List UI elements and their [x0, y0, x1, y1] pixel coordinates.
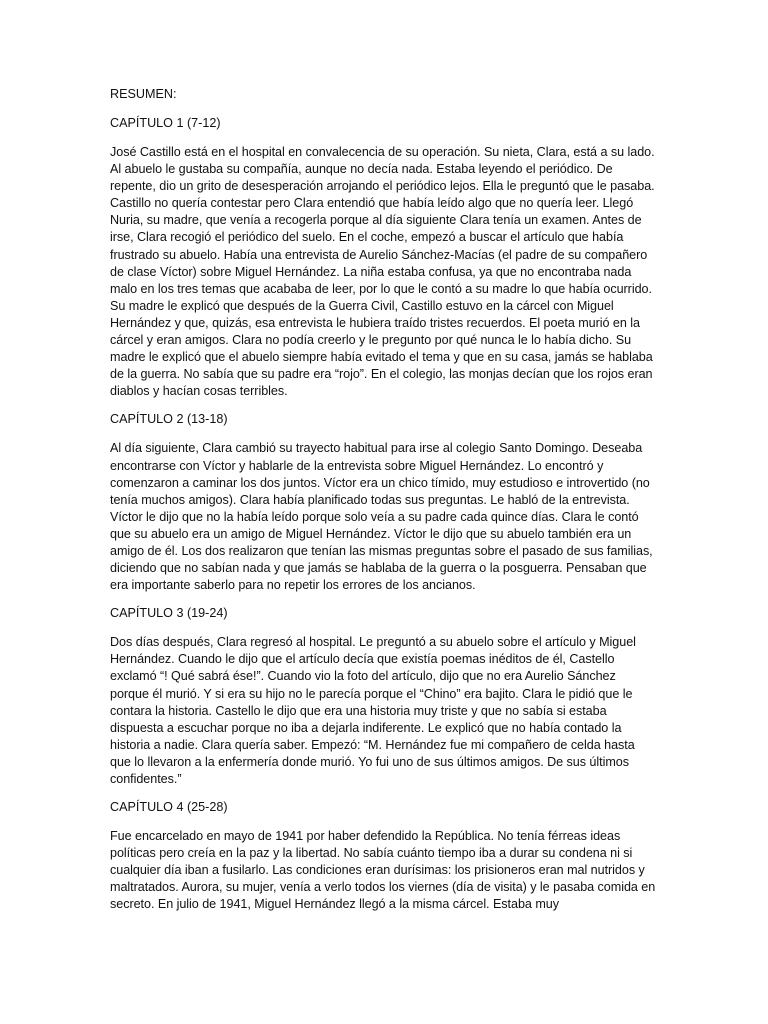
chapter-2-text: Al día siguiente, Clara cambió su trayecto habitual para irse al colegio Santo Domingo. Deseaba encontrarse con Víctor y hablarle de la entrevista sobre Miguel Hernández. Lo encontró y comenzaron a caminar los dos juntos. Víctor era un chico tímido, muy estudioso e introvertido (no tenía muchos amigos). Clara había planificado todas sus preguntas. Le habló de la entrevista. Víctor le dijo que no la había leído porque solo veía a su padre cada quince días. Clara le contó que su abuelo era un amigo de Miguel Hernández. Víctor le dijo que su abuelo también era un amigo de él. Los dos realizaron que tenían las mismas preguntas sobre el pasado de sus familias, diciendo que no sabían nada y que jamás se hablaba de la guerra o la posguerra. Pensaban que era importante saberlo para no repetir los errores de los ancianos. — [110, 441, 653, 593]
chapter-1-heading: CAPÍTULO 1 (7-12) — [110, 116, 221, 130]
chapter-3-heading: CAPÍTULO 3 (19-24) — [110, 606, 228, 621]
chapter-4-text: Fue encarcelado en mayo de 1941 por haber defendido la República. No tenía férreas ideas políticas pero creía en la paz y la libertad. No sabía cuánto tiempo iba a durar su condena ni si cualquier día iban a fusilarlo. Las condiciones eran durísimas: los prisioneros eran mal nutridos y maltratados. Aurora, su mujer, venía a verlo todos los viernes (día de visita) y le pasaba comida en secreto. En julio de 1941, Miguel Hernández llegó a la misma cárcel. Estaba muy — [110, 829, 656, 912]
chapter-2-heading: CAPÍTULO 2 (13-18) — [110, 412, 228, 427]
chapter-4-heading: CAPÍTULO 4 (25-28) — [110, 800, 228, 815]
chapter-3-text: Dos días después, Clara regresó al hospital. Le preguntó a su abuelo sobre el artículo y Miguel Hernández. Cuando le dijo que el artículo decía que existía poemas inéditos de él, Castello exclamó “! Qué sabrá ése!”. Cuando vio la foto del artículo, dijo que no era Aurelio Sánchez porque él murió. Y si era su hijo no le parecía porque el “Chino” era bajito. Clara le pidió que le contara la historia. Castello le dijo que era una historia muy triste y que no sabía si estaba dispuesta a escuchar porque no iba a dejarla indiferente. Le explicó que no había contado la historia a nadie. Clara quería saber. Empezó: “M. Hernández fue mi compañero de celda hasta que lo llevaron a la enfermería donde murió. Yo fui uno de sus últimos amigos. De sus últimos confidentes.” — [110, 635, 636, 786]
chapter-1-text: José Castillo está en el hospital en convalecencia de su operación. Su nieta, Clara, está a su lado. Al abuelo le gustaba su compañía, aunque no decía nada. Estaba leyendo el periódico. De repente, dio un grito de desesperación arrojando el periódico lejos. Ella le preguntó que le pasaba. Castillo no quería contestar pero Clara entendió que había leído algo que no quería leer. Llegó Nuria, su madre, que venía a recogerla porque al día siguiente Clara tenía un examen. Antes de irse, Clara recogió el periódico del suelo. En el coche, empezó a buscar el artículo que había frustrado su abuelo. Había una entrevista de Aurelio Sánchez-Macías (el padre de su compañero de clase Víctor) sobre Miguel Hernández. La niña estaba confusa, ya que no encontraba nada malo en los tres temas que acababa de leer, por lo que le contó a su madre lo que había ocurrido. Su madre le explicó que después de la Guerra Civil, Castillo estuvo en la cárcel con Miguel Hernández y que, quizás, esa entrevista le hubiera traído tristes recuerdos. El poeta murió en la cárcel y eran amigos. Clara no podía creerlo y le pregunto por qué nunca le lo había dicho. Su madre le explicó que el abuelo siempre había evitado el tema y que en su casa, jamás se hablaba de la guerra. No sabía que su padre era “rojo”. En el colegio, las monjas decían que los rojos eran diablos y hacían cosas terribles. — [110, 145, 655, 399]
document-title: RESUMEN: — [110, 87, 177, 101]
document-page — [110, 86, 656, 925]
